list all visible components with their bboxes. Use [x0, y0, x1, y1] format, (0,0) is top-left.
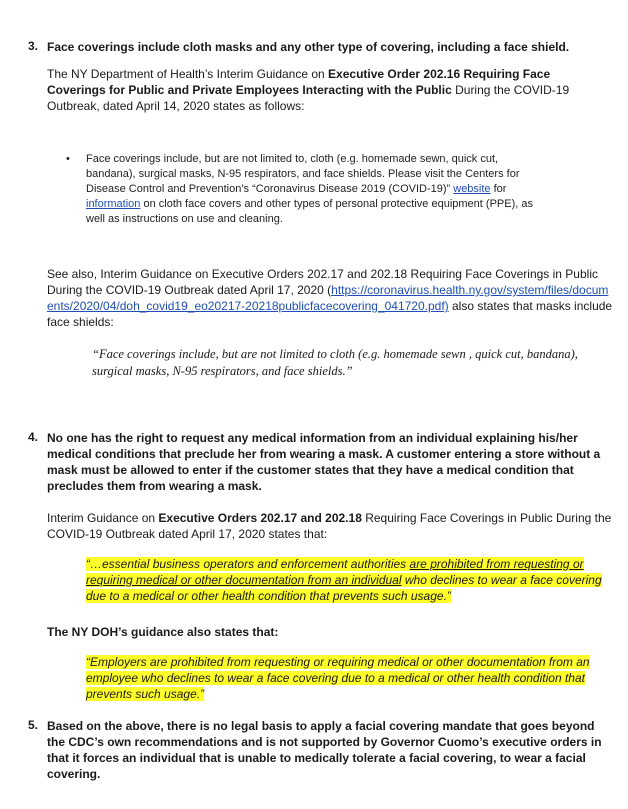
section-4-heading: No one has the right to request any medical information from an individual explaining his/her medical conditions that preclude her from wearing a mask. A customer entering a store without a mask must be allowed to enter if the customer states that they have a medical condition that precludes them from wearing a mask. [47, 431, 601, 493]
highlighted-quote-employers [86, 654, 614, 702]
section-4-number: 4. [28, 430, 39, 444]
interim-text-end: Requiring Face Coverings in Public During the COVID-19 Outbreak dated April 17, 2020 states that: [47, 511, 612, 541]
bullet-text-start: Face coverings include, but are not limited to, cloth (e.g. homemade sewn, quick cut, bandana), surgical masks, N-95 respirators, and face shields. Please visit the Centers for Disease Control and Prevention’s “Coronavirus Disease 2019 (COVID-19)” [86, 153, 520, 195]
section-5-text: Based on the above, there is no legal basis to apply a facial covering mandate that goes beyond the CDC’s own recommendations and is not supported by Governor Cuomo’s executive orders in that it forces an individual that is unable to medically tolerate a facial covering, to wear a facial covering. [47, 719, 602, 781]
bullet-text [86, 152, 541, 227]
section-3-heading: Face coverings include cloth masks and any other type of covering, including a face shield. [47, 40, 570, 54]
intro-text-end: During the COVID-19 Outbreak, dated April 14, 2020 states as follows: [47, 83, 570, 113]
interim-bold: Executive Orders 202.17 and 202.18 [158, 511, 362, 525]
bullet-text-end: on cloth face covers and other types of personal protective equipment (PPE), as well as instructions on use and cleaning. [86, 198, 533, 225]
see-also-text-end: also states that masks include face shields: [47, 299, 613, 329]
see-also-text: See also, Interim Guidance on Executive Orders 202.17 and 202.18 Requiring Face Coverings in Public During the COVID-19 Outbreak dated April 17, 2020 ( [47, 267, 598, 297]
intro-text: The NY Department of Health’s Interim Guidance on [47, 67, 329, 81]
section-3-intro [47, 66, 609, 114]
website-link[interactable]: website [453, 183, 491, 195]
face-covering-quote: “Face coverings include, but are not limited to cloth (e.g. homemade sewn , quick cut, bandana), surgical masks, N-95 respirators, and face shields.” [92, 347, 578, 378]
bullet-icon: • [66, 153, 70, 165]
information-link[interactable]: information [86, 198, 141, 210]
doh-pdf-link[interactable]: https://coronavirus.health.ny.gov/system/files/documents/2020/04/doh_covid19_eo20217-20218publicfacecovering_041720.pdf) [47, 283, 609, 313]
interim-text: Interim Guidance on [47, 511, 159, 525]
section-3-number: 3. [28, 39, 39, 53]
highlighted-quote-business [86, 556, 606, 604]
bullet-text-mid: for [490, 183, 507, 195]
intro-bold: Executive Order 202.16 Requiring Face Coverings for Public and Private Employees Interacting with the Public [47, 67, 551, 97]
section-5-number: 5. [28, 718, 39, 732]
quote1-start: “…essential business operators and enforcement authorities [86, 557, 410, 571]
interim-guidance-paragraph [47, 510, 612, 542]
quote2-text: “Employers are prohibited from requesting or requiring medical or other documentation from an employee who declines to wear a face covering due to a medical or other health condition that prevents such usage.” [86, 655, 590, 701]
see-also-paragraph [47, 266, 613, 330]
quote1-end: who declines to wear a face covering due to a medical or other health condition that prevents such usage.” [86, 573, 602, 603]
quote1-underlined: are prohibited from requesting or requiring medical or other documentation from an individual [86, 557, 584, 587]
doh-guidance-label: The NY DOH’s guidance also states that: [47, 625, 279, 639]
